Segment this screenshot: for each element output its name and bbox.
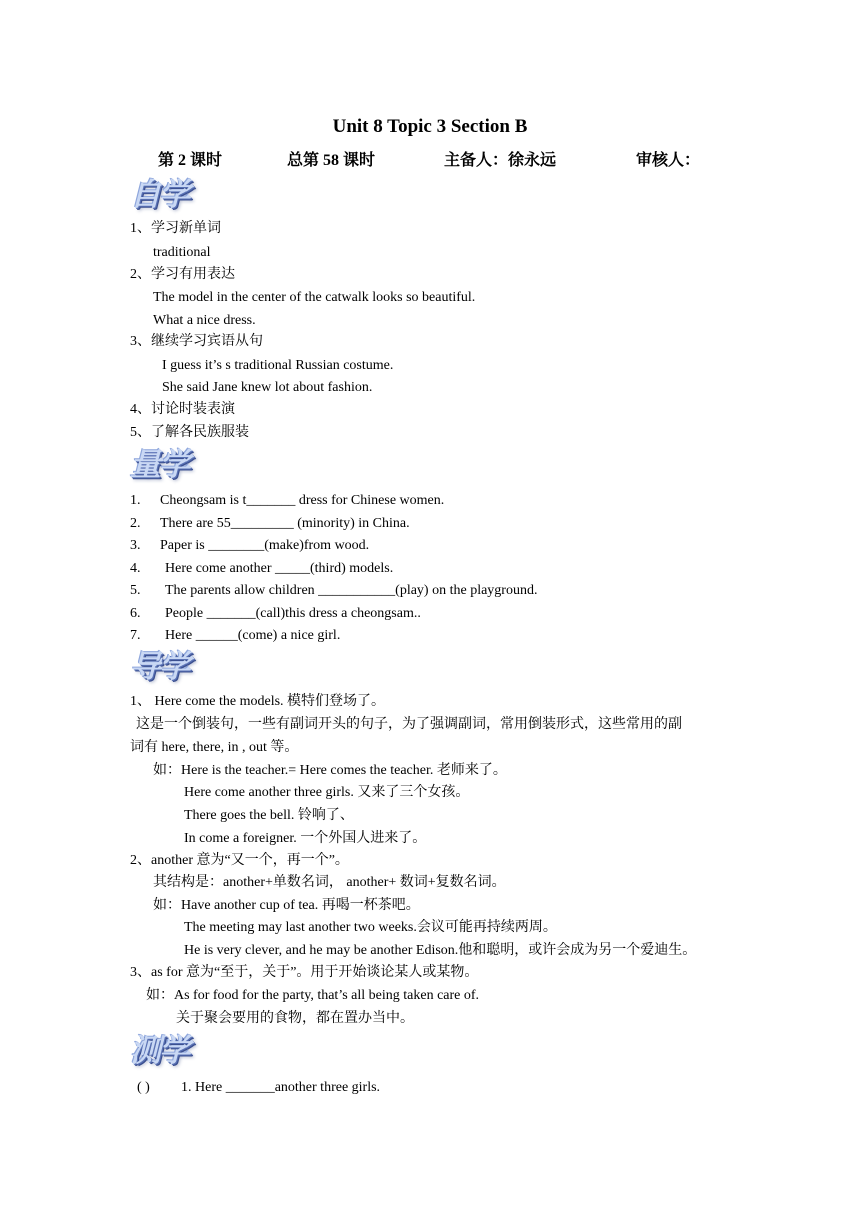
exercise-number: 4. [130, 561, 141, 576]
exercise-item: Here come another _____(third) models. [165, 561, 394, 576]
list-item: She said Jane knew lot about fashion. [162, 380, 373, 395]
exercise-number: 2. [130, 516, 141, 531]
list-item: 4、讨论时装表演 [130, 402, 235, 417]
section-heading-zixue: 自学 [130, 177, 188, 213]
exercise-item: The parents allow children ___________(play) on the playground. [165, 583, 538, 598]
guide-line: 如：Here is the teacher.= Here comes the teacher. 老师来了。 [153, 763, 507, 778]
exercise-item: People _______(call)this dress a cheongsam.. [165, 606, 421, 621]
page-title: Unit 8 Topic 3 Section B [332, 116, 528, 137]
list-item: I guess it’s s traditional Russian costume. [162, 358, 394, 373]
exercise-item: There are 55_________ (minority) in China. [160, 516, 410, 531]
list-item: What a nice dress. [153, 313, 256, 328]
exercise-item: Here ______(come) a nice girl. [165, 628, 341, 643]
reviewer-label: 审核人： [636, 152, 701, 169]
guide-line: 其结构是：another+单数名词， another+ 数词+复数名词。 [153, 875, 506, 890]
guide-line: The meeting may last another two weeks.会议可能再持续两周。 [184, 920, 557, 935]
preparer-label: 主备人：徐永远 [444, 152, 557, 169]
exercise-item: Paper is ________(make)from wood. [160, 538, 370, 553]
exercise-number: 5. [130, 583, 141, 598]
list-item: 2、学习有用表达 [130, 267, 235, 282]
guide-line: 3、as for 意为“至于，关于”。用于开始谈论某人或某物。 [130, 965, 479, 980]
total-lesson-number: 总第 58 课时 [287, 152, 376, 169]
list-item: 1、学习新单词 [130, 221, 221, 236]
guide-line: He is very clever, and he may be another Edison.他和聪明，或许会成为另一个爱迪生。 [184, 943, 697, 958]
section-heading-cexue: 测学 [130, 1033, 188, 1069]
guide-line: 如：As for food for the party, that’s all being taken care of. [146, 988, 480, 1003]
list-item: 3、继续学习宾语从句 [130, 334, 263, 349]
guide-line: 关于聚会要用的食物，都在置办当中。 [176, 1011, 414, 1026]
exercise-number: 6. [130, 606, 141, 621]
guide-line: There goes the bell. 铃响了、 [184, 808, 354, 823]
guide-line: 词有 here, there, in , out 等。 [130, 740, 299, 755]
section-heading-daoxue: 导学 [130, 649, 188, 685]
guide-line: Here come another three girls. 又来了三个女孩。 [184, 785, 470, 800]
exercise-item: Cheongsam is t_______ dress for Chinese women. [160, 493, 445, 508]
guide-line: In come a foreigner. 一个外国人进来了。 [184, 831, 427, 846]
lesson-number: 第 2 课时 [158, 152, 223, 169]
guide-line: 1、 Here come the models. 模特们登场了。 [130, 694, 386, 709]
test-question: 1. Here _______another three girls. [181, 1080, 381, 1095]
exercise-number: 1. [130, 493, 141, 508]
list-item: 5、了解各民族服装 [130, 425, 249, 440]
section-heading-liangxue: 量学 [130, 447, 188, 483]
list-item: The model in the center of the catwalk looks so beautiful. [153, 290, 476, 305]
guide-line: 这是一个倒装句，一些有副词开头的句子，为了强调副词，常用倒装形式，这些常用的副 [136, 717, 682, 732]
exercise-number: 7. [130, 628, 141, 643]
guide-line: 2、another 意为“又一个，再一个”。 [130, 853, 349, 868]
list-item: traditional [153, 245, 211, 260]
answer-blank: ( ) [137, 1080, 150, 1095]
guide-line: 如：Have another cup of tea. 再喝一杯茶吧。 [153, 898, 420, 913]
exercise-number: 3. [130, 538, 141, 553]
